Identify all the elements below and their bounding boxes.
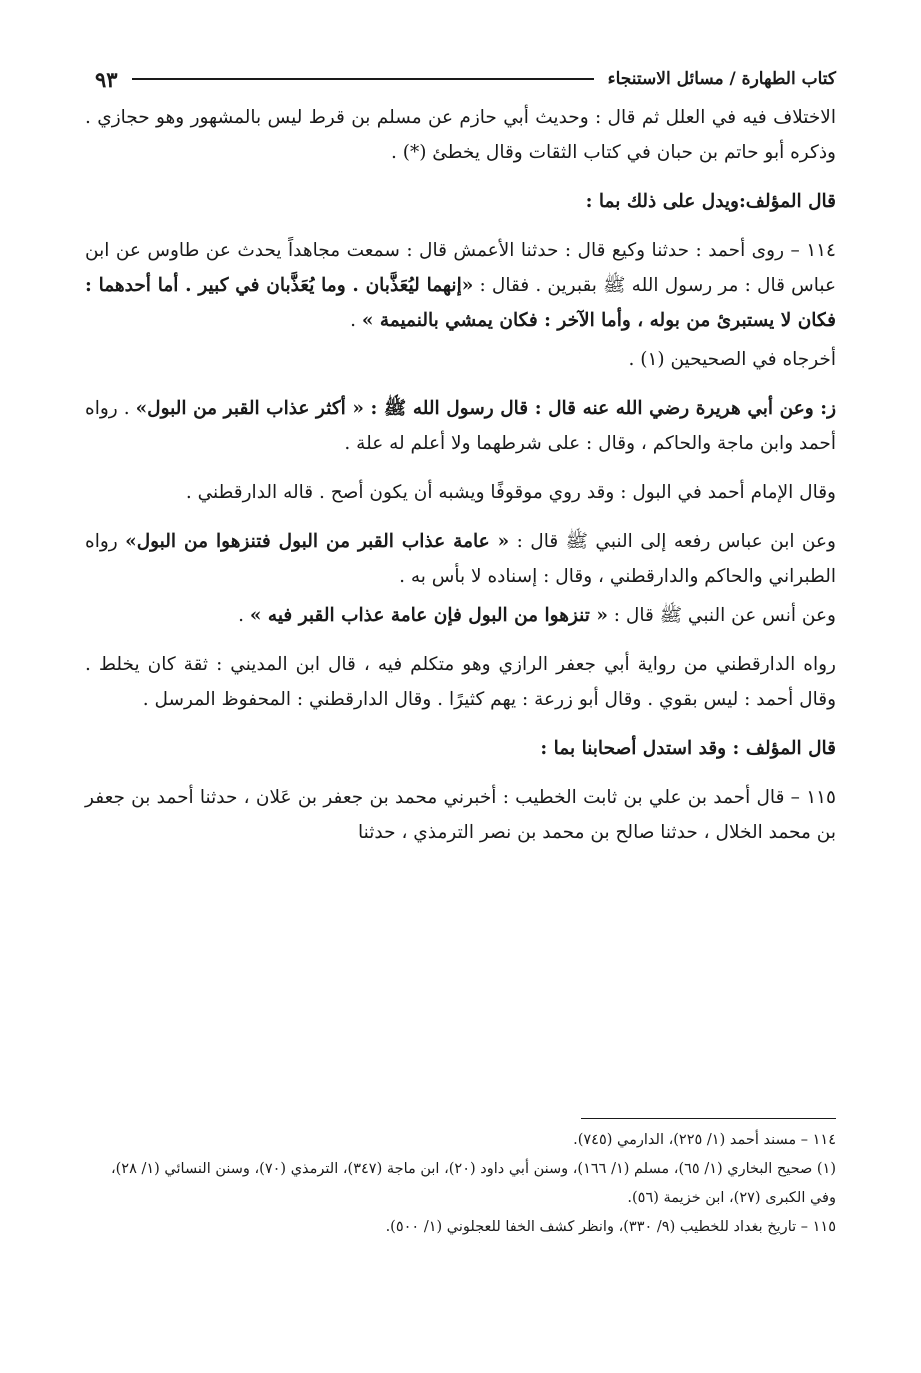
- footnote: ١١٤ – مسند أحمد (١/ ٢٢٥)، الدارمي (٧٤٥).: [573, 1132, 836, 1148]
- hadith-text: ١١٤ – روى أحمد : حدثنا وكيع قال : حدثنا الأعمش قال : سمعت مجاهداً يحدث عن طاوس عن ابن عباس قال : مر رسول الله ﷺ بقبرين . فقال :: [85, 240, 836, 296]
- hadith-text: وعن أنس عن النبي ﷺ قال :: [607, 605, 836, 626]
- hadith-quote: «إنهما ليُعَذَّبان . وما يُعَذَّبان في كبير . أما أحدهما : فكان لا يستبرئ من بوله ، وأما الآخر : فكان يمشي بالنميمة »: [85, 275, 836, 331]
- paragraph: أخرجاه في الصحيحين (١) .: [628, 349, 836, 370]
- footnote: ١١٥ – تاريخ بغداد للخطيب (٩/ ٣٣٠)، وانظر كشف الخفا للعجلوني (١/ ٥٠٠).: [385, 1219, 836, 1235]
- page-number: ٩٣: [95, 66, 118, 92]
- hadith-text: وعن ابن عباس رفعه إلى النبي ﷺ قال :: [509, 531, 836, 552]
- footnote-rule: [581, 1118, 836, 1119]
- running-title: كتاب الطهارة / مسائل الاستنجاء: [607, 69, 836, 89]
- paragraph: الاختلاف فيه في العلل ثم قال : وحديث أبي حازم عن مسلم بن قرط ليس بالمشهور وهو حجازي . وذكره أبو حاتم بن حبان في كتاب الثقات وقال يخطئ (*) .: [85, 107, 836, 163]
- author-heading: قال المؤلف:ويدل على ذلك بما :: [585, 191, 836, 212]
- hadith-text-end: رواه الطبراني والحاكم والدارقطني ، وقال : إسناده لا بأس به .: [85, 531, 836, 587]
- page-header: [95, 62, 836, 96]
- paragraph: وقال الإمام أحمد في البول : وقد روي موقوفًا ويشبه أن يكون أصح . قاله الدارقطني .: [185, 482, 836, 503]
- hadith-text: ز: وعن أبي هريرة رضي الله عنه قال : قال رسول الله ﷺ :: [363, 398, 836, 419]
- paragraph: رواه الدارقطني من رواية أبي جعفر الرازي وهو متكلم فيه ، قال ابن المديني : ثقة كان يخلط . وقال أحمد : ليس بقوي . وقال أبو زرعة : يهم كثيرًا . وقال الدارقطني : المحفوظ المرسل .: [85, 654, 836, 710]
- footnotes: [85, 1126, 836, 1242]
- main-text: [85, 100, 836, 864]
- hadith-text-end: .: [238, 605, 250, 626]
- hadith-anas: [85, 598, 836, 633]
- hadith-ibn-abbas: [85, 524, 836, 594]
- hadith-115: ١١٥ – قال أحمد بن علي بن ثابت الخطيب : أخبرني محمد بن جعفر بن عَلان ، حدثنا أحمد بن جعفر بن محمد الخلال ، حدثنا صالح بن محمد بن نصر الترمذي ، حدثنا: [85, 787, 836, 843]
- hadith-quote: « تنزهوا من البول فإن عامة عذاب القبر فيه »: [249, 605, 608, 626]
- hadith-114: [85, 233, 836, 338]
- hadith-quote: « أكثر عذاب القبر من البول»: [135, 398, 364, 419]
- hadith-abu-hurayra: [85, 391, 836, 461]
- hadith-quote: « عامة عذاب القبر من البول فتنزهوا من البول»: [125, 531, 510, 552]
- footnote: (١) صحيح البخاري (١/ ٦٥)، مسلم (١/ ١٦٦)، وسنن أبي داود (٢٠)، ابن ماجة (٣٤٧)، الترمذي (٧٠)، وسنن النسائي (١/ ٢٨)، وفي الكبرى (٢٧)، ابن خزيمة (٥٦).: [110, 1161, 836, 1206]
- header-rule: [132, 78, 594, 80]
- author-heading: قال المؤلف : وقد استدل أصحابنا بما :: [540, 738, 836, 759]
- hadith-text-end: . رواه أحمد وابن ماجة والحاكم ، وقال : على شرطهما ولا أعلم له علة .: [85, 398, 836, 454]
- hadith-text-end: .: [350, 310, 362, 331]
